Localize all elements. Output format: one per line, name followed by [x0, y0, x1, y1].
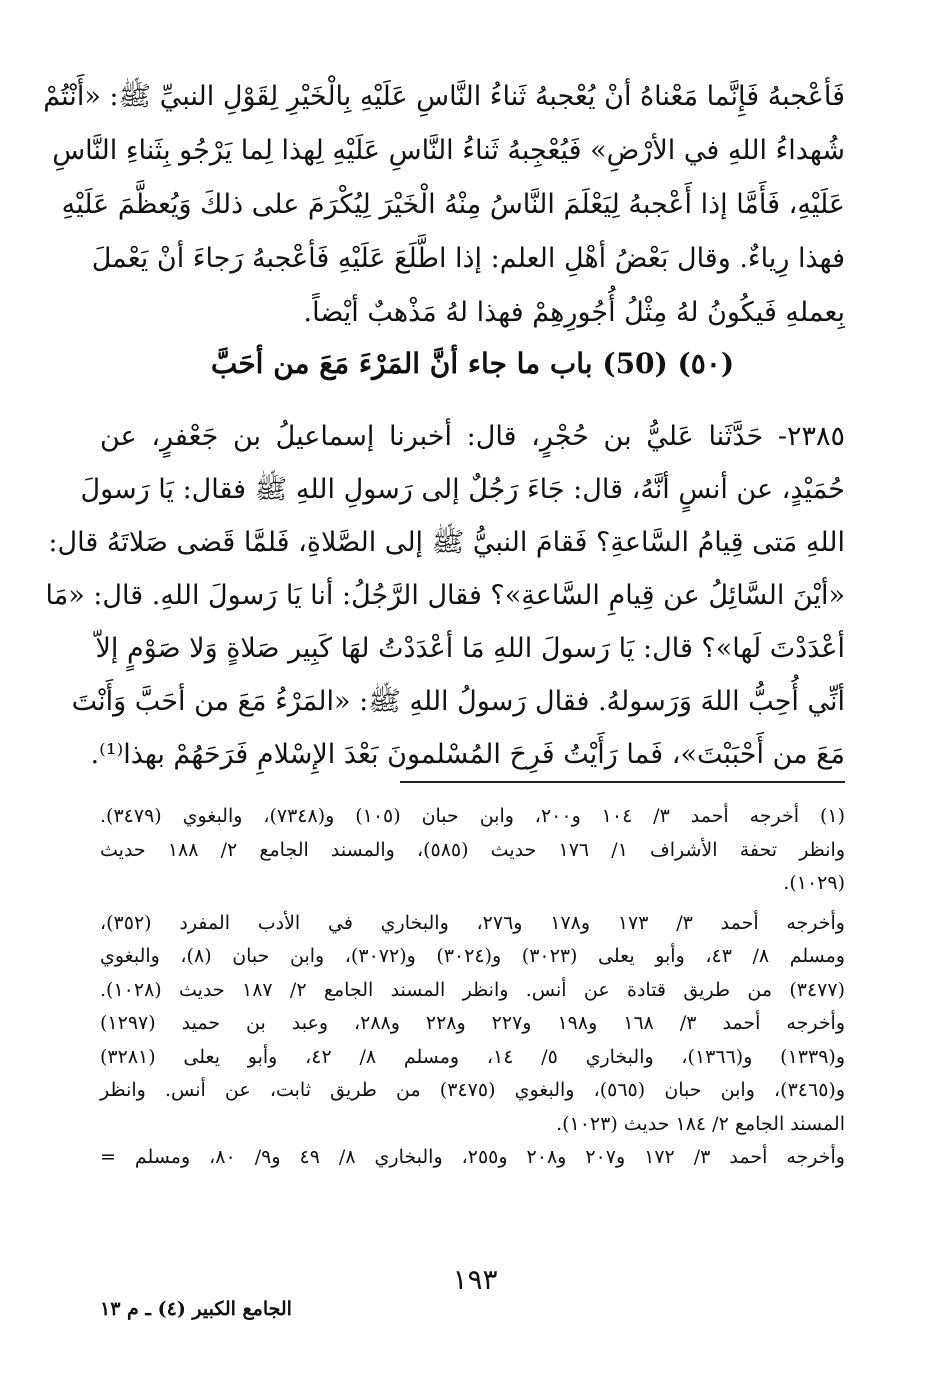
body-line: بِعملهِ فَيكُونُ لهُ مِثْلُ أُجُورِهِمْ فهذا لهُ مَذْهبٌ أيْضاً.	[303, 297, 845, 328]
footnote-line: وأخرجه أحمد ٣/ ١٧٢ و٢٠٧ و٢٠٨ و٢٥٥، والبخاري ٨/ ٤٩ و٩/ ٨٠، ومسلم =	[100, 1146, 845, 1168]
hadith-line: ٢٣٨٥- حَدَّثَنا عَليُّ بن حُجْرٍ، قال: أخبرنا إسماعيلُ بن جَعْفرٍ، عن	[100, 421, 845, 452]
chapter-heading: (٥٠) (50) باب ما جاء أنَّ المَرْءَ مَعَ من أحَبَّ	[210, 347, 735, 380]
hadith-line: أنِّي أُحِبُّ اللهَ وَرَسولهُ. فقال رَسولُ اللهِ ﷺ: «المَرْءُ مَعَ من أحَبَّ وَأَنْتَ	[71, 686, 845, 717]
hadith-line: «أيْنَ السَّائِلُ عن قِيامِ السَّاعةِ»؟ فقال الرَّجُلُ: أنا يَا رَسولَ اللهِ. قال: «مَا	[45, 580, 845, 611]
footnote-line: و(١٣٣٩) و(١٣٦٦)، والبخاري ٥/ ١٤، ومسلم ٨/ ٤٢، وأبو يعلى (٣٢٨١)	[100, 1045, 845, 1068]
page-number: ١٩٣	[452, 1263, 498, 1296]
footnote-line: (١) أخرجه أحمد ٣/ ١٠٤ و٢٠٠، وابن حبان (١٠٥) و(٧٣٤٨)، والبغوي (٣٤٧٩).	[100, 805, 845, 827]
printer-signature: الجامع الكبير (٤) ـ م ١٣	[100, 1298, 292, 1320]
body-line: شُهداءُ اللهِ في الأرْضِ» فَيُعْجِبهُ ثَناءُ النَّاسِ عَلَيْهِ لِهذا لِما يَرْجُو بِثَناءِ النَّاسِ	[52, 135, 845, 166]
footnotes	[100, 800, 845, 1175]
body-line: عَلَيْهِ، فَأَمَّا إذا أَعْجبهُ لِيَعْلَمَ النَّاسُ مِنْهُ الْخَيْرَ لِيُكْرَمَ على ذلكَ وَيُعظَّمَ عَلَيْهِ	[61, 189, 845, 220]
hadith-line: حُمَيْدٍ، عن أنسٍ أنَّهُ، قال: جَاءَ رَجُلٌ إلى رَسولِ اللهِ ﷺ فقال: يَا رَسولَ	[80, 474, 845, 505]
hadith-text	[45, 410, 845, 781]
footnote-line: (٣٤٧٧) من طريق قتادة عن أنس. وانظر المسند الجامع ٢/ ١٨٧ حديث (١٠٢٨).	[100, 978, 845, 1001]
hadith-line: اللهِ مَتى قِيامُ السَّاعةِ؟ فَقامَ النبيُّ ﷺ إلى الصَّلاةِ، فَلمَّا قَضى صَلاتَهُ قال:	[48, 527, 845, 558]
footnote-line: (١٠٢٩).	[783, 872, 845, 894]
body-line: فَأعْجبهُ فَإِنَّما مَعْناهُ أنْ يُعْجبهُ ثَناءُ النَّاسِ عَلَيْهِ بِالْخَيْرِ لِقَوْلِ النبيِّ ﷺ: «أَنْتُمْ	[43, 81, 845, 112]
footnote-separator	[400, 781, 845, 783]
body-text	[43, 70, 845, 340]
hadith-line: أعْدَدْتَ لَها»؟ قال: يَا رَسولَ اللهِ مَا أعْدَدْتُ لهَا كَبِير صَلاةٍ وَلا صَوْمٍ إلاّ	[95, 633, 845, 664]
footnote-line: المسند الجامع ٢/ ١٨٤ حديث (١٠٢٣).	[556, 1112, 845, 1135]
footnote-line: وأخرجه أحمد ٣/ ١٧٣ و١٧٨ و٢٧٦، والبخاري في الأدب المفرد (٣٥٢)،	[100, 911, 845, 934]
footnote-line: وانظر تحفة الأشراف ١/ ١٧٦ حديث (٥٨٥)، والمسند الجامع ٢/ ١٨٨ حديث	[100, 838, 845, 861]
body-line: فهذا رِياءٌ. وقال بَعْضُ أهْلِ العلم: إذا اطَّلَعَ عَلَيْهِ فَأعْجبهُ رَجاءَ أنْ يَعْملَ	[91, 243, 845, 274]
footnote-line: و(٣٤٦٥)، وابن حبان (٥٦٥)، والبغوي (٣٤٧٥) من طريق ثابت، عن أنس. وانظر	[100, 1079, 845, 1101]
footnote-line: وأخرجه أحمد ٣/ ١٦٨ و١٩٨ و٢٢٧ و٢٢٨ و٢٨٨، وعبد بن حميد (١٢٩٧)	[100, 1012, 846, 1034]
hadith-line: مَعَ من أَحْبَبْتَ»، فَما رَأَيْتُ فَرِحَ المُسْلمونَ بَعْدَ الإِسْلامِ فَرَحَهُمْ بهذا⁽¹⁾.	[90, 739, 845, 770]
footnote-line: ومسلم ٨/ ٤٣، وأبو يعلى (٣٠٢٣) و(٣٠٢٤) و(٣٠٧٢)، وابن حبان (٨)، والبغوي	[100, 945, 845, 967]
